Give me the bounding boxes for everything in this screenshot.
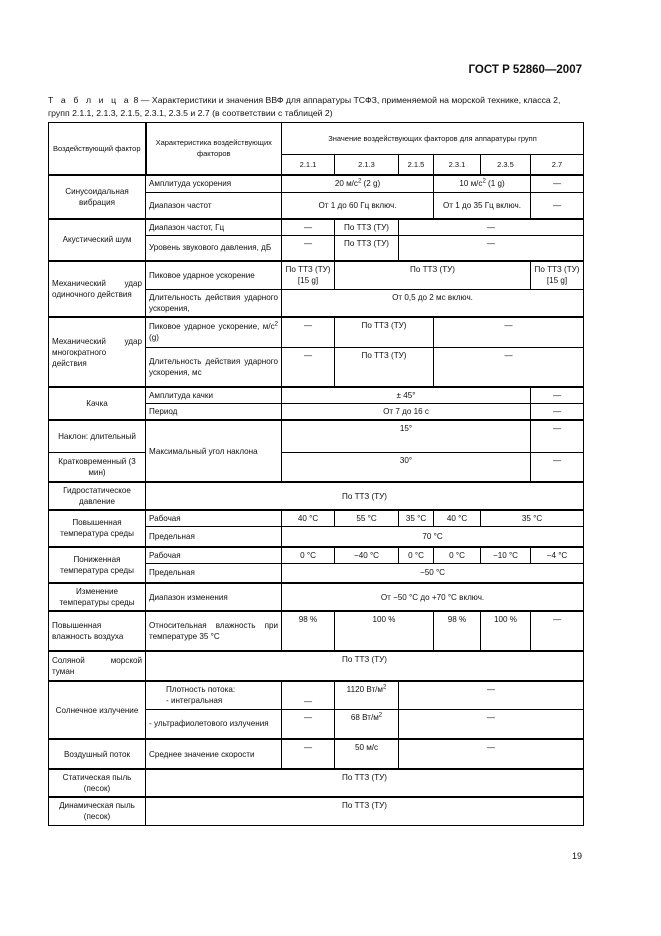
header-row [49, 123, 584, 155]
value-cell: 55 °С [335, 510, 399, 527]
characteristic-cell: Диапазон изменения [146, 583, 282, 611]
group-label: 2.1.3 [335, 155, 399, 175]
value-cell: По ТТЗ (ТУ) [15 g] [531, 261, 584, 289]
table-caption [48, 94, 584, 120]
value-text: 10 м/с [459, 179, 483, 189]
group-label: 2.7 [531, 155, 584, 175]
value-cell: — [282, 709, 335, 739]
value-cell: — [399, 219, 584, 236]
characteristic-cell: Амплитуда ускорения [146, 175, 282, 193]
factor-cell: Пониженная температура среды [49, 547, 146, 584]
header-factor: Воздействующий фактор [49, 123, 146, 175]
value-cell: ± 45° [282, 387, 531, 404]
table-row [49, 651, 584, 681]
header-characteristic: Характеристика воздействующих факторов [146, 123, 282, 175]
value-cell: — [531, 404, 584, 421]
characteristic-cell: Максимальный угол наклона [146, 420, 282, 482]
value-cell: 98 % [434, 611, 481, 651]
value-cell: По ТТЗ (ТУ) [335, 235, 399, 261]
value-cell: 100 % [481, 611, 531, 651]
characteristic-text: (g) [149, 333, 159, 343]
characteristic-cell: Предельная [146, 527, 282, 547]
factor-cell: Солнечное излучение [49, 681, 146, 739]
value-cell: — [399, 235, 584, 261]
header-values-title: Значение воздействующих факторов для аппаратуры групп [282, 123, 584, 155]
value-cell: 35 °С [399, 510, 434, 527]
value-cell: — [399, 681, 584, 709]
factor-cell: Соляной морской туман [49, 651, 146, 681]
standard-number: ГОСТ Р 52860—2007 [468, 64, 582, 76]
characteristic-cell: Пиковое ударное ускорение [146, 261, 282, 289]
vvf-table [48, 122, 584, 826]
table-row [49, 452, 584, 482]
value-cell: 50 м/с [335, 739, 399, 769]
superscript: 2 [482, 178, 486, 185]
value-text: 68 Вт/м [350, 712, 379, 722]
value-cell: 0 °С [399, 547, 434, 564]
characteristic-cell: Амплитуда качки [146, 387, 282, 404]
table-row [49, 681, 584, 709]
value-cell: — [531, 193, 584, 219]
value-cell: — [434, 317, 584, 347]
value-cell: По ТТЗ (ТУ) [146, 769, 584, 797]
factor-cell: Гидростатическое давление [49, 482, 146, 510]
value-cell [335, 681, 399, 709]
characteristic-cell: Период [146, 404, 282, 421]
characteristic-cell: Уровень звукового давления, дБ [146, 235, 282, 261]
value-cell: — [531, 611, 584, 651]
caption-label: Т а б л и ц а [48, 95, 132, 105]
value-cell: От −50 °С до +70 °С включ. [282, 583, 584, 611]
characteristic-cell: Рабочая [146, 510, 282, 527]
value-cell: 40 °С [434, 510, 481, 527]
table-row [49, 769, 584, 797]
value-cell: От 1 до 35 Гц включ. [434, 193, 531, 219]
value-cell: 30° [282, 452, 531, 482]
value-cell: — [282, 219, 335, 236]
factor-cell: Наклон: длительный [49, 420, 146, 452]
factor-cell: Изменение температуры среды [49, 583, 146, 611]
table-row [49, 482, 584, 510]
superscript: 2 [357, 178, 362, 185]
value-cell [434, 175, 531, 193]
factor-cell: Повышенная температура среды [49, 510, 146, 547]
factor-cell: Синусоидальная вибрация [49, 175, 146, 219]
group-label: 2.1.1 [282, 155, 335, 175]
factor-cell: Кратковременный (3 мин) [49, 452, 146, 482]
value-cell: По ТТЗ (ТУ) [146, 797, 584, 825]
value-cell: 15° [282, 420, 531, 452]
characteristic-cell: - ультрафиолетового излучения [146, 709, 282, 739]
characteristic-cell: Диапазон частот, Гц [146, 219, 282, 236]
characteristic-text: Плотность потока: [166, 685, 236, 695]
factor-cell: Механический удар многократного действия [49, 317, 146, 387]
value-cell: 35 °С [481, 510, 584, 527]
group-label: 2.1.5 [399, 155, 434, 175]
value-cell: 100 % [335, 611, 434, 651]
value-cell: −50 °С [282, 563, 584, 583]
value-cell: — [282, 347, 335, 387]
value-cell: −10 °С [481, 547, 531, 564]
value-text: (1 g) [485, 179, 505, 189]
caption-text: 8 — Характеристики и значения ВВФ для аппаратуры ТСФЗ, применяемой на морской технике, класса 2, групп 2.1.1, 2.1.3, 2.1.5, 2.3.1, 2.3.5 и 2.7 (в соответствии с таблицей 2) [48, 95, 561, 118]
value-cell: — [531, 452, 584, 482]
value-cell: — [399, 739, 584, 769]
value-cell: По ТТЗ (ТУ) [146, 651, 584, 681]
table-row [49, 583, 584, 611]
characteristic-cell: Предельная [146, 563, 282, 583]
factor-cell: Динамическая пыль (песок) [49, 797, 146, 825]
value-cell: — [282, 681, 335, 709]
group-label: 2.3.1 [434, 155, 481, 175]
superscript: 2 [378, 711, 383, 718]
value-cell: −4 °С [531, 547, 584, 564]
value-cell: — [282, 235, 335, 261]
factor-cell: Качка [49, 387, 146, 420]
table-row [49, 611, 584, 651]
characteristic-cell: Длительность действия ударного ускорения, мс [146, 347, 282, 387]
value-cell: — [434, 347, 584, 387]
table-row [49, 797, 584, 825]
characteristic-cell [146, 681, 282, 709]
value-cell: По ТТЗ (ТУ) [335, 261, 531, 289]
table-row [49, 261, 584, 289]
value-cell [335, 709, 399, 739]
factor-cell: Повышенная влажность воздуха [49, 611, 146, 651]
value-cell: — [531, 420, 584, 452]
value-cell: По ТТЗ (ТУ) [335, 219, 399, 236]
factor-cell: Воздушный поток [49, 739, 146, 769]
value-cell: От 1 до 60 Гц включ. [282, 193, 434, 219]
value-cell: — [531, 175, 584, 193]
value-cell: 98 % [282, 611, 335, 651]
table-row [49, 510, 584, 527]
value-cell: 0 °С [282, 547, 335, 564]
value-text: 20 м/с [334, 179, 358, 189]
table-row [49, 420, 584, 452]
group-label: 2.3.5 [481, 155, 531, 175]
table-row [49, 317, 584, 347]
value-cell: 40 °С [282, 510, 335, 527]
value-cell: — [282, 317, 335, 347]
factor-cell: Механический удар одиночного действия [49, 261, 146, 317]
value-cell: По ТТЗ (ТУ) [15 g] [282, 261, 335, 289]
value-cell: — [399, 709, 584, 739]
superscript: 2 [382, 684, 387, 691]
characteristic-text: Пиковое ударное ускорение, м/с [149, 322, 275, 332]
table-row [49, 219, 584, 236]
characteristic-cell: Диапазон частот [146, 193, 282, 219]
value-cell: По ТТЗ (ТУ) [146, 482, 584, 510]
superscript: 2 [274, 321, 278, 328]
characteristic-text: - интегральная [166, 696, 223, 706]
value-cell [282, 175, 434, 193]
value-cell: По ТТЗ (ТУ) [335, 317, 434, 347]
value-cell: — [531, 387, 584, 404]
value-cell: 70 °С [282, 527, 584, 547]
value-cell: — [282, 739, 335, 769]
page-number: 19 [571, 851, 582, 861]
value-cell: От 0,5 до 2 мс включ. [282, 289, 584, 317]
table-row [49, 387, 584, 404]
characteristic-cell: Рабочая [146, 547, 282, 564]
value-cell: −40 °С [335, 547, 399, 564]
factor-cell: Акустический шум [49, 219, 146, 262]
characteristic-cell: Длительность действия ударного ускорения, [146, 289, 282, 317]
factor-cell: Статическая пыль (песок) [49, 769, 146, 797]
table-row [49, 547, 584, 564]
characteristic-cell: Относительная влажность при температуре 35 °С [146, 611, 282, 651]
table-row [49, 739, 584, 769]
value-cell: По ТТЗ (ТУ) [335, 347, 434, 387]
value-cell: 0 °С [434, 547, 481, 564]
table-row [49, 175, 584, 193]
characteristic-cell: Среднее значение скорости [146, 739, 282, 769]
value-cell: От 7 до 16 с [282, 404, 531, 421]
characteristic-cell [146, 317, 282, 347]
value-text: 1120 Вт/м [346, 685, 383, 694]
value-text: (2 g) [361, 179, 381, 189]
